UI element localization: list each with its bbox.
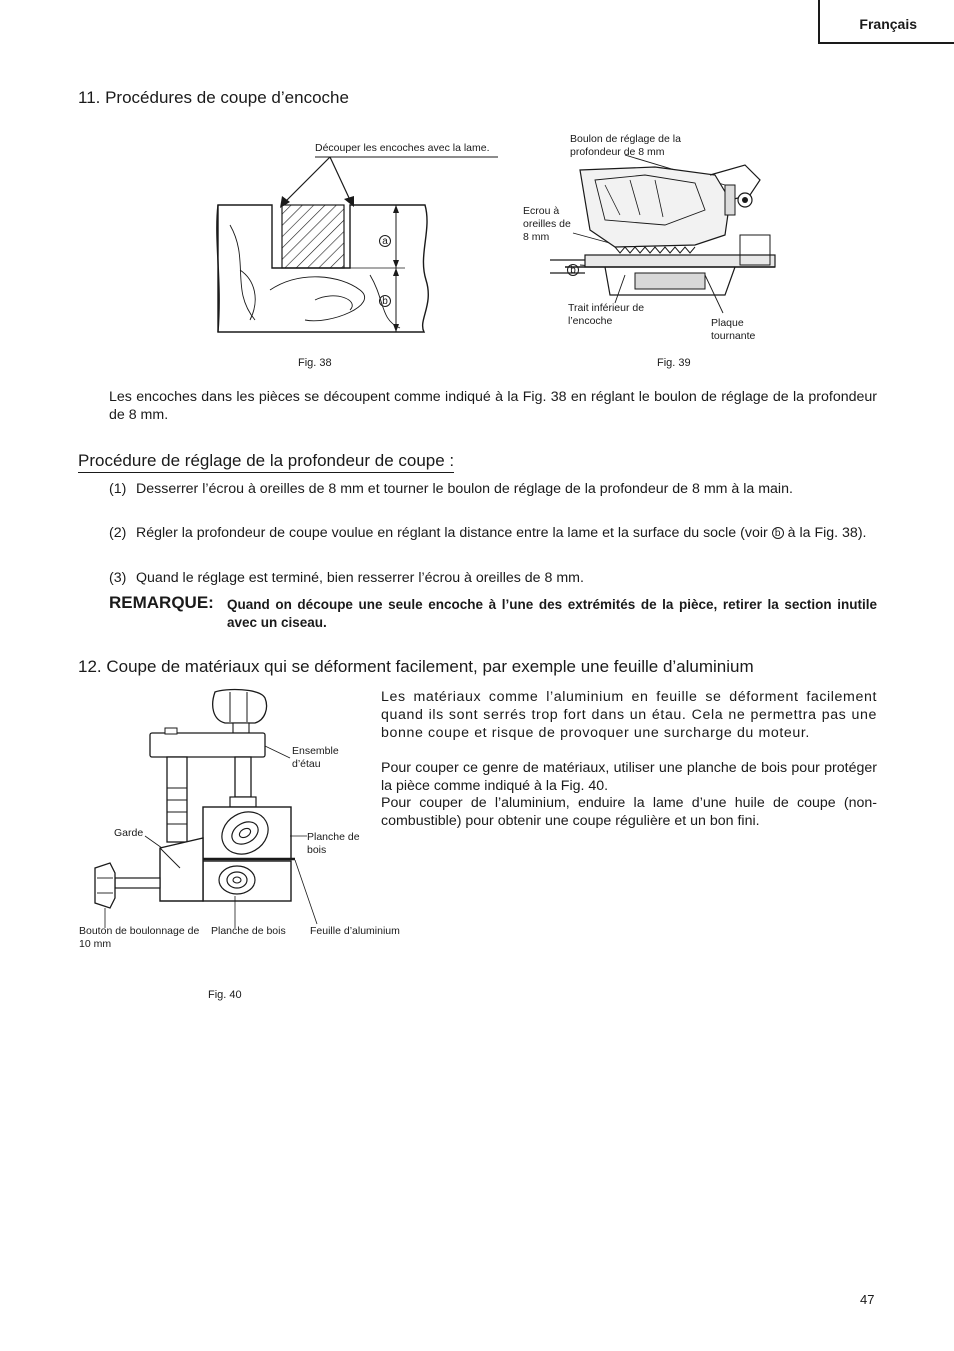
fig39-label-line: Trait inférieur de l’encoche bbox=[568, 302, 645, 327]
fig38-label-b-text: b bbox=[379, 295, 391, 307]
depth-step-1-num: (1) bbox=[109, 481, 127, 497]
fig40-label-board-right: Planche de bois bbox=[307, 831, 360, 856]
fig38-notch-diagram bbox=[210, 150, 510, 345]
page-number: 47 bbox=[860, 1292, 875, 1307]
section-11-title: 11. Procédures de coupe d’encoche bbox=[78, 88, 349, 107]
depth-step-2-circ-b: b bbox=[772, 527, 784, 539]
depth-step-2-text bbox=[136, 524, 877, 542]
language-label: Français bbox=[859, 16, 917, 32]
fig38-caption-top: Découper les encoches avec la lame. bbox=[315, 142, 490, 154]
remark-text: Quand on découpe une seule encoche à l’une des extrémités de la pièce, retirer la section inutile avec un ciseau. bbox=[227, 597, 877, 630]
fig39-label-nut: Ecrou à oreilles de 8 mm bbox=[523, 205, 571, 243]
depth-step-2-text-after: à la Fig. 38). bbox=[787, 525, 867, 541]
section-11-paragraph: Les encoches dans les pièces se découpent comme indiqué à la Fig. 38 en réglant le boulon de réglage de la profondeur de 8 mm. bbox=[109, 389, 877, 423]
fig40-label-vise: Ensemble d’étau bbox=[292, 745, 339, 770]
section-12-paragraph-3: Pour couper de l’aluminium, enduire la lame d’une huile de coupe (non-combustible) pour obtenir une coupe régulière et un bon fini. bbox=[381, 795, 877, 829]
fig40-vise-drawing bbox=[85, 688, 335, 928]
section-12-paragraph-1: Les matériaux comme l’aluminium en feuille se déforment facilement quand ils sont serrés trop fort dans un étau. Cela ne permettra pas une bonne coupe et risque de provoquer une surcharge du moteur. bbox=[381, 689, 877, 741]
depth-step-1 bbox=[109, 480, 877, 516]
fig40-label-board-bottom: Planche de bois bbox=[211, 925, 286, 937]
depth-step-3 bbox=[109, 569, 877, 587]
fig39-label-plate: Plaque tournante bbox=[711, 317, 756, 342]
language-tab bbox=[818, 0, 954, 44]
fig39-label: Fig. 39 bbox=[657, 357, 691, 369]
fig39-label-b-text: b bbox=[567, 264, 579, 276]
fig38-label-a bbox=[379, 232, 391, 250]
fig39-label-bolt: Boulon de réglage de la profondeur de 8 mm bbox=[570, 133, 681, 158]
depth-step-2-text-before: Régler la profondeur de coupe voulue en réglant la distance entre la lame et la surface du socle (voir bbox=[136, 525, 768, 541]
section-12-paragraph-2: Pour couper ce genre de matériaux, utiliser une planche de bois pour protéger la pièce comme indiqué à la Fig. 40. bbox=[381, 760, 877, 794]
fig40-label: Fig. 40 bbox=[208, 989, 242, 1001]
fig38-label: Fig. 38 bbox=[298, 357, 332, 369]
depth-step-1-text: Desserrer l’écrou à oreilles de 8 mm et tourner le boulon de réglage de la profondeur de 8 mm à la main. bbox=[136, 481, 793, 497]
depth-step-2-num: (2) bbox=[109, 525, 127, 541]
depth-step-2 bbox=[109, 524, 877, 560]
fig40-label-knob: Bouton de boulonnage de 10 mm bbox=[79, 925, 200, 950]
fig40-label-guard: Garde bbox=[114, 827, 144, 839]
depth-step-3-num: (3) bbox=[109, 570, 127, 586]
depth-step-3-text: Quand le réglage est terminé, bien resserrer l’écrou à oreilles de 8 mm. bbox=[136, 570, 584, 586]
section-12-title: 12. Coupe de matériaux qui se déforment facilement, par exemple une feuille d’aluminium bbox=[78, 657, 754, 676]
remark-label: REMARQUE: bbox=[109, 593, 214, 612]
depth-procedure-title: Procédure de réglage de la profondeur de coupe : bbox=[78, 451, 454, 473]
fig38-label-a-text: a bbox=[379, 235, 391, 247]
fig38-label-b bbox=[379, 292, 391, 310]
fig40-label-foil: Feuille d’aluminium bbox=[310, 925, 400, 937]
fig39-saw-drawing bbox=[545, 155, 780, 315]
